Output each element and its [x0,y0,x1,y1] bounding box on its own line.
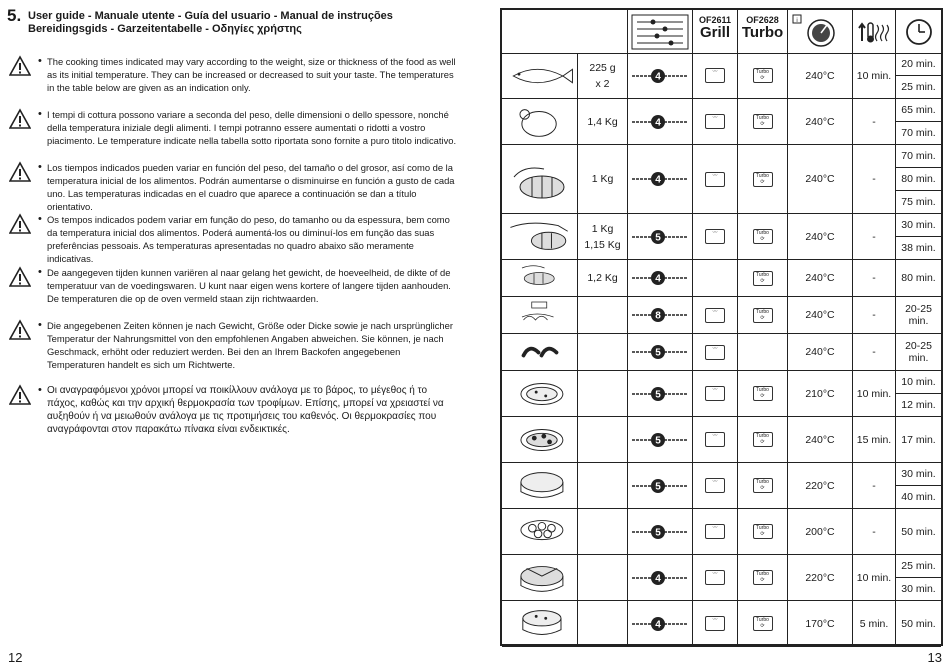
rack-level-icon [630,614,690,634]
header-grill [692,10,737,53]
section-title [28,10,468,36]
rack-level-icon [630,476,690,496]
chicken-icon [504,101,576,143]
table-row [502,417,941,463]
weight-cell [577,214,627,259]
rack-level-number: 4 [655,619,661,630]
turbo-cell [737,297,787,333]
rack-level-number: 4 [655,174,661,186]
cooking-time-cell [895,601,941,646]
oven-element-icon: 〰 [705,114,725,129]
food-illustration [502,417,577,462]
cooking-time-value: 30 min. [896,577,941,600]
pizza-toppings-icon [504,419,576,461]
cooking-time-value: 12 min. [896,393,941,416]
food-illustration [502,214,577,259]
rack-level-cell [627,145,692,213]
section-title-line1: User guide - Manuale utente - Guía del usuario - Manual de instruções [28,10,393,22]
paragraph-text: The cooking times indicated may vary according to the weight, size or thickness of the food as well as its initial temperature. They can be increased or decreased to suit your taste. The temperatures in the table below are given as an indication only. [47,56,456,93]
table-row [502,334,941,371]
turbo-icon-label: Turbo [756,433,769,439]
rack-level-icon [630,384,690,404]
warning-icon [9,161,31,183]
rack-level-cell [627,214,692,259]
paragraph-text: Die angegebenen Zeiten können je nach Gewicht, Größe oder Dicke sowie je nach ursprünglicher Temperatur der Nahrungsmittel von den empfohlenen Angaben abweichen. Sie können, je nach Geschmack, erhöht oder reduziert werden. Bei den an Ihrem Backofen angegebenen Temperaturen handelt es sich um Richtwerte. [47,320,453,370]
rack-level-cell [627,555,692,600]
rack-level-number: 4 [655,71,661,82]
warning-icon [9,55,31,77]
temperature-cell: 220°C [787,555,852,600]
oven-element-icon: 〰 [705,68,725,83]
turbo-fan-icon: Turbo ⟳ [753,172,773,187]
rack-level-number: 5 [655,347,661,359]
bullet: • [38,161,42,173]
weight-cell [577,601,627,646]
rack-level-icon [630,112,690,132]
rack-level-number: 4 [655,117,661,128]
lamb-chops-icon [504,299,576,332]
header-model2: OF2628 [746,15,779,25]
quiche-icon [504,465,576,507]
header-mode2: Turbo [741,24,784,41]
food-illustration [502,371,577,416]
rack-level-icon [630,66,690,86]
pizza-icon [504,373,576,415]
turbo-fan-icon: Turbo ⟳ [753,570,773,585]
table-row [502,555,941,601]
oven-element-icon: 〰 [705,432,725,447]
food-illustration [502,555,577,600]
weight-value: 1 Kg [591,222,614,235]
grill-cell [692,334,737,370]
weight-cell [577,260,627,296]
weight-cell [577,297,627,333]
grill-cell [692,417,737,462]
header-rack-position [627,10,692,53]
cooking-time-cell [895,371,941,416]
weight-value: 1,4 Kg [587,115,618,128]
bullet: • [38,213,42,225]
warning-icon [9,213,31,235]
pork-roast-icon [504,157,576,201]
turbo-cell [737,99,787,144]
rack-level-number: 5 [655,435,661,446]
grill-cell [692,297,737,333]
cooking-table [500,8,943,646]
turbo-icon-label: Turbo [756,172,769,179]
section-title-line2: Bereidingsgids - Garzeitentabelle - Οδηγίες χρήστης [28,23,302,35]
turbo-fan-icon: Turbo ⟳ [753,432,773,447]
rack-level-cell [627,417,692,462]
cooking-time-value: 50 min. [901,525,936,538]
turbo-cell [737,555,787,600]
cooking-time-value: 25 min. [896,75,941,98]
header-turbo [737,10,787,53]
cooking-time-cell [895,463,941,508]
weight-cell [577,53,627,98]
turbo-icon-label: Turbo [756,115,769,121]
cooking-time-value: 17 min. [901,433,936,446]
rack-level-icon [630,342,690,362]
temperature-cell: 240°C [787,334,852,370]
cooking-time-value: 40 min. [896,485,941,508]
cooking-time-cell [895,417,941,462]
rack-level-cell [627,334,692,370]
rack-level-cell [627,297,692,333]
header-time [895,10,941,53]
rack-level-icon [630,268,690,288]
turbo-cell [737,601,787,646]
food-illustration [502,53,577,98]
turbo-fan-icon: Turbo ⟳ [753,386,773,401]
weight-cell [577,555,627,600]
left-page [0,0,470,669]
rack-positions-icon [631,14,689,50]
table-row [502,145,941,214]
weight-cell [577,145,627,213]
cooking-time-cell [895,555,941,600]
page-number-left: 12 [8,650,23,665]
rack-level-number: 5 [655,527,661,538]
weight-value: 1,2 Kg [587,272,618,284]
grill-cell [692,145,737,213]
rack-level-cell [627,463,692,508]
table-row [502,297,941,334]
temperature-cell: 170°C [787,601,852,646]
bullet: • [38,108,42,120]
cooking-time-value: 25 min. [901,560,936,572]
rack-level-number: 8 [655,310,661,322]
table-row [502,371,941,417]
cooking-time-cell [895,334,941,370]
cooking-time-value: 38 min. [896,236,941,259]
preheat-cell: 10 min. [852,371,895,416]
bullet: • [38,319,42,331]
turbo-cell [737,371,787,416]
grill-cell [692,555,737,600]
grill-cell [692,463,737,508]
warning-icon [9,266,31,288]
table-row [502,509,941,555]
paragraph-text: I tempi di cottura possono variare a seconda del peso, delle dimensioni o dello spessore, nonché della temperatura iniziale degli alimenti. I tempi potranno essere aumentati o ridotti a vostro piacimento. Le temperature indicate nella tabella sotto riportata sono fornite a puro titolo indicativo. [47,109,457,146]
preheat-cell: - [852,297,895,333]
rack-level-icon [630,430,690,450]
food-illustration [502,509,577,554]
turbo-fan-icon: Turbo ⟳ [753,308,773,323]
warning-icon [9,108,31,130]
temperature-cell: 210°C [787,371,852,416]
food-illustration [502,260,577,296]
temperature-cell: 240°C [787,260,852,296]
grill-icon: 〰 [705,345,725,360]
cooking-time-cell [895,99,941,144]
oven-element-icon: 〰 [705,386,725,401]
food-illustration [502,601,577,646]
food-illustration [502,334,577,370]
rack-level-icon [630,169,690,189]
preheat-cell: 10 min. [852,53,895,98]
cooking-time-cell [895,53,941,98]
temperature-cell: 240°C [787,214,852,259]
weight-cell [577,509,627,554]
rack-level-icon [630,522,690,542]
food-illustration [502,145,577,213]
table-row [502,99,941,145]
rack-level-number: 5 [655,389,661,400]
turbo-icon-label: Turbo [756,230,769,236]
grill-cell [692,53,737,98]
paragraph-text: De aangegeven tijden kunnen variëren al naar gelang het gewicht, de hoeveelheid, de dikte of de temperatuur van de voedingswaren. U kunt naar eigen wens kortere of langere tijden aanhouden. De temperaturen die op de oven vermeld staan zijn richtwaarden. [47,267,451,304]
oven-element-icon: 〰 [705,570,725,585]
cooking-time-value: 20-25 min. [905,340,932,364]
temperature-cell: 220°C [787,463,852,508]
section-number: 5. [7,6,22,25]
preheat-cell: - [852,260,895,296]
sponge-cake-icon [504,603,576,645]
rack-level-icon [630,227,690,247]
paragraph-text: Os tempos indicados podem variar em função do peso, do tamanho ou da espessura, bem como da temperatura inicial dos alimentos. Poderá aumentá-los ou diminuí-los em função das suas preferências pessoais. As temperaturas apresentadas no quadro abaixo são meramente indicativas. [47,214,450,264]
cooking-time-cell [895,297,941,333]
grill-cell [692,371,737,416]
fish-icon [504,55,576,97]
grill-cell [692,99,737,144]
cooking-time-cell [895,145,941,213]
rack-level-number: 4 [655,573,661,584]
header-model1: OF2611 [698,15,732,25]
oven-element-icon: 〰 [705,172,725,187]
temperature-cell: 240°C [787,417,852,462]
table-row [502,463,941,509]
lamb-roast-icon [504,262,576,295]
temperature-cell: 240°C [787,145,852,213]
rack-level-icon [630,568,690,588]
warning-icon [9,319,31,341]
cooking-time-value: 70 min. [896,121,941,144]
food-illustration [502,297,577,333]
weight-value: 1,15 Kg [584,238,621,251]
cooking-time-value: 20 min. [901,58,936,70]
heat-direction-icon [858,19,890,45]
preheat-cell: - [852,145,895,213]
oven-element-icon: 〰 [705,616,725,631]
turbo-cell [737,260,787,296]
temperature-dial-icon [791,13,849,51]
oven-element-icon: 〰 [705,229,725,244]
turbo-cell [737,334,787,370]
rack-level-cell [627,260,692,296]
rack-level-cell [627,53,692,98]
oven-element-icon: 〰 [705,524,725,539]
table-row [502,260,941,297]
rack-level-number: 5 [655,232,661,243]
svg-text:i: i [796,17,798,24]
preheat-cell: - [852,334,895,370]
paragraph-text: Οι αναγραφόμενοι χρόνοι μπορεί να ποικίλλουν ανάλογα με το βάρος, το μέγεθος ή το πάχος, καθώς και την αρχική θερμοκρασία των τροφίμων. Επίσης, μπορεί να χρειαστεί να αυξηθούν ή να μειωθούν ανάλογα με τις προτιμήσεις του καθενός. Οι θερμοκρασίες που αναγράφονται στον παρακάτω πίνακα είναι ενδεικτικές. [47,385,444,435]
turbo-cell [737,463,787,508]
turbo-icon-label: Turbo [756,479,769,485]
turbo-cell [737,214,787,259]
rack-level-number: 5 [655,481,661,492]
turbo-fan-icon: Turbo ⟳ [753,271,773,286]
cooking-time-value: 30 min. [901,468,936,480]
turbo-icon-label: Turbo [756,387,769,393]
clock-icon [905,18,933,46]
preheat-cell: 15 min. [852,417,895,462]
table-row [502,53,941,99]
turbo-icon-label: Turbo [756,271,769,278]
temperature-cell: 240°C [787,53,852,98]
warning-icon [9,384,31,406]
temperature-cell: 200°C [787,509,852,554]
temperature-cell: 240°C [787,99,852,144]
rack-level-cell [627,601,692,646]
cooking-time-value: 65 min. [901,104,936,116]
turbo-cell [737,145,787,213]
table-row [502,214,941,260]
turbo-icon-label: Turbo [756,525,769,531]
preheat-cell: 10 min. [852,555,895,600]
turbo-icon-label: Turbo [756,69,769,75]
grill-cell [692,260,737,296]
cooking-time-value: 50 min. [901,617,936,630]
food-illustration [502,99,577,144]
rack-level-number: 4 [655,273,661,285]
preheat-cell: - [852,214,895,259]
cooking-time-cell [895,509,941,554]
header-food [502,10,627,53]
rack-level-cell [627,509,692,554]
cooking-time-value: 70 min. [901,150,936,162]
cooking-time-value: 10 min. [901,376,936,388]
preheat-cell: - [852,463,895,508]
turbo-fan-icon: Turbo ⟳ [753,229,773,244]
cooking-time-cell [895,214,941,259]
grill-cell [692,601,737,646]
preheat-cell: 5 min. [852,601,895,646]
cake-icon [504,557,576,599]
grill-cell [692,214,737,259]
preheat-cell: - [852,509,895,554]
cooking-time-cell [895,260,941,296]
turbo-icon-label: Turbo [756,571,769,577]
table-header [502,10,941,54]
temperature-cell: 240°C [787,297,852,333]
turbo-fan-icon: Turbo ⟳ [753,478,773,493]
turbo-fan-icon: Turbo ⟳ [753,524,773,539]
food-illustration [502,463,577,508]
weight-cell [577,334,627,370]
weight-cell [577,463,627,508]
bullet: • [38,55,42,67]
weight-cell [577,99,627,144]
weight-cell [577,417,627,462]
cooking-time-value: 75 min. [896,190,941,213]
rack-level-cell [627,371,692,416]
rack-level-icon [630,305,690,325]
weight-cell [577,371,627,416]
weight-value: 1 Kg [591,173,614,185]
header-preheat [852,10,895,53]
cooking-time-value: 80 min. [901,272,936,284]
header-mode1: Grill [699,24,730,41]
turbo-fan-icon: Turbo ⟳ [753,114,773,129]
sausages-icon [504,336,576,369]
turbo-cell [737,509,787,554]
rack-level-cell [627,99,692,144]
bullet: • [38,266,42,278]
bullet: • [38,384,42,396]
turbo-icon-label: Turbo [756,308,769,315]
cooking-time-value: 20-25 min. [905,303,932,327]
cooking-time-value: 30 min. [901,219,936,231]
paragraph-text: Los tiempos indicados pueden variar en función del peso, del tamaño o del grosor, así como de la temperatura inicial de los alimentos. Podrán aumentarse o disminuirse en función a gusto de cada uno. Las temperaturas indicadas en el cuadro que aparece a continuación se dan a título orientativo. [47,162,455,212]
header-temperature [787,10,852,53]
turbo-fan-icon: Turbo ⟳ [753,616,773,631]
weight-value: x 2 [595,77,610,90]
turbo-icon-label: Turbo [756,617,769,623]
page-number-right: 13 [927,650,942,665]
turbo-fan-icon: Turbo ⟳ [753,68,773,83]
fruit-tart-icon [504,511,576,553]
weight-value: 225 g [589,61,616,74]
beef-roast-icon [504,216,576,258]
grill-cell [692,509,737,554]
turbo-cell [737,417,787,462]
turbo-cell [737,53,787,98]
preheat-cell: - [852,99,895,144]
oven-element-icon: 〰 [705,308,725,323]
cooking-time-value: 80 min. [896,167,941,190]
oven-element-icon: 〰 [705,478,725,493]
table-row [502,601,941,647]
